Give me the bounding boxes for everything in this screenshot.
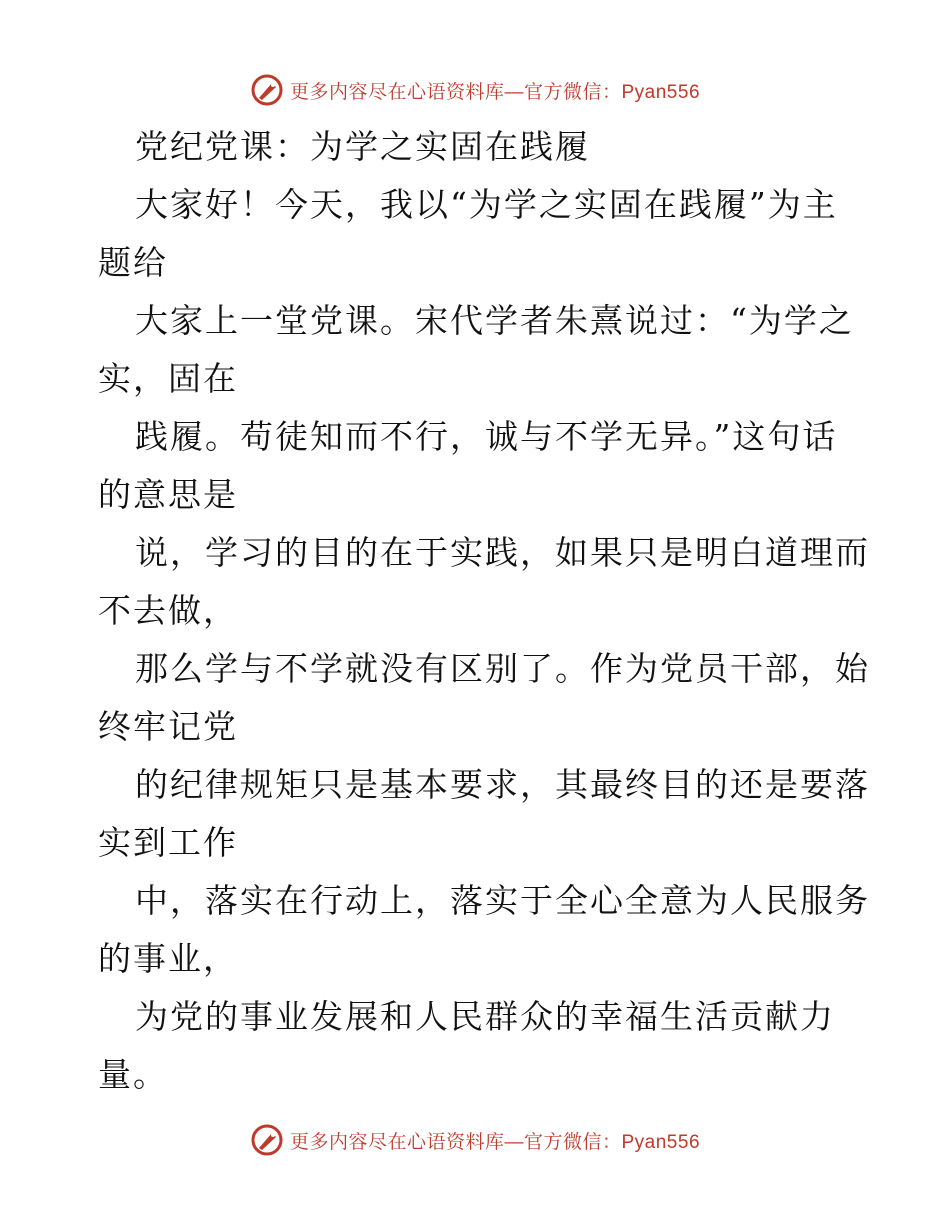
paragraph-line: 大家好！今天，我以“为学之实固在践履”为主 (135, 185, 838, 224)
paragraph-line: 中，落实在行动上，落实于全心全意为人民服务 (135, 881, 870, 920)
footer-banner (0, 1120, 950, 1160)
document-title: 党纪党课：为学之实固在践履 (135, 127, 590, 166)
paragraph-line: 实到工作 (98, 823, 238, 862)
footer-promo-text: 更多内容尽在心语资料库 (289, 1130, 505, 1153)
paragraph-line: 那么学与不学就没有区别了。作为党员干部，始 (135, 649, 870, 688)
header-wechat-text: —官方微信：Pyan556 (504, 81, 701, 103)
document-body (98, 118, 870, 1104)
paragraph-line: 的纪律规矩只是基本要求，其最终目的还是要落 (135, 765, 870, 804)
paragraph-line: 的意思是 (98, 475, 238, 514)
paragraph-line: 量。 (98, 1055, 168, 1094)
paragraph-line: 大家上一堂党课。宋代学者朱熹说过：“为学之 (135, 301, 854, 340)
paragraph-line: 实，固在 (98, 359, 238, 398)
paragraph-line: 不去做， (98, 591, 238, 630)
paragraph-line: 说，学习的目的在于实践，如果只是明白道理而 (135, 533, 870, 572)
paragraph-line: 题给 (98, 243, 168, 282)
fountain-pen-logo-icon (250, 1123, 284, 1157)
paragraph-line: 的事业， (98, 939, 238, 978)
header-promo-text: 更多内容尽在心语资料库 (289, 80, 505, 103)
paragraph-line: 终牢记党 (98, 707, 238, 746)
paragraph-line: 践履。苟徒知而不行，诚与不学无异。”这句话 (135, 417, 838, 456)
fountain-pen-logo-icon (250, 73, 284, 107)
paragraph-line: 为党的事业发展和人民群众的幸福生活贡献力 (135, 997, 835, 1036)
header-banner (0, 70, 950, 110)
footer-wechat-text: —官方微信：Pyan556 (504, 1131, 701, 1153)
